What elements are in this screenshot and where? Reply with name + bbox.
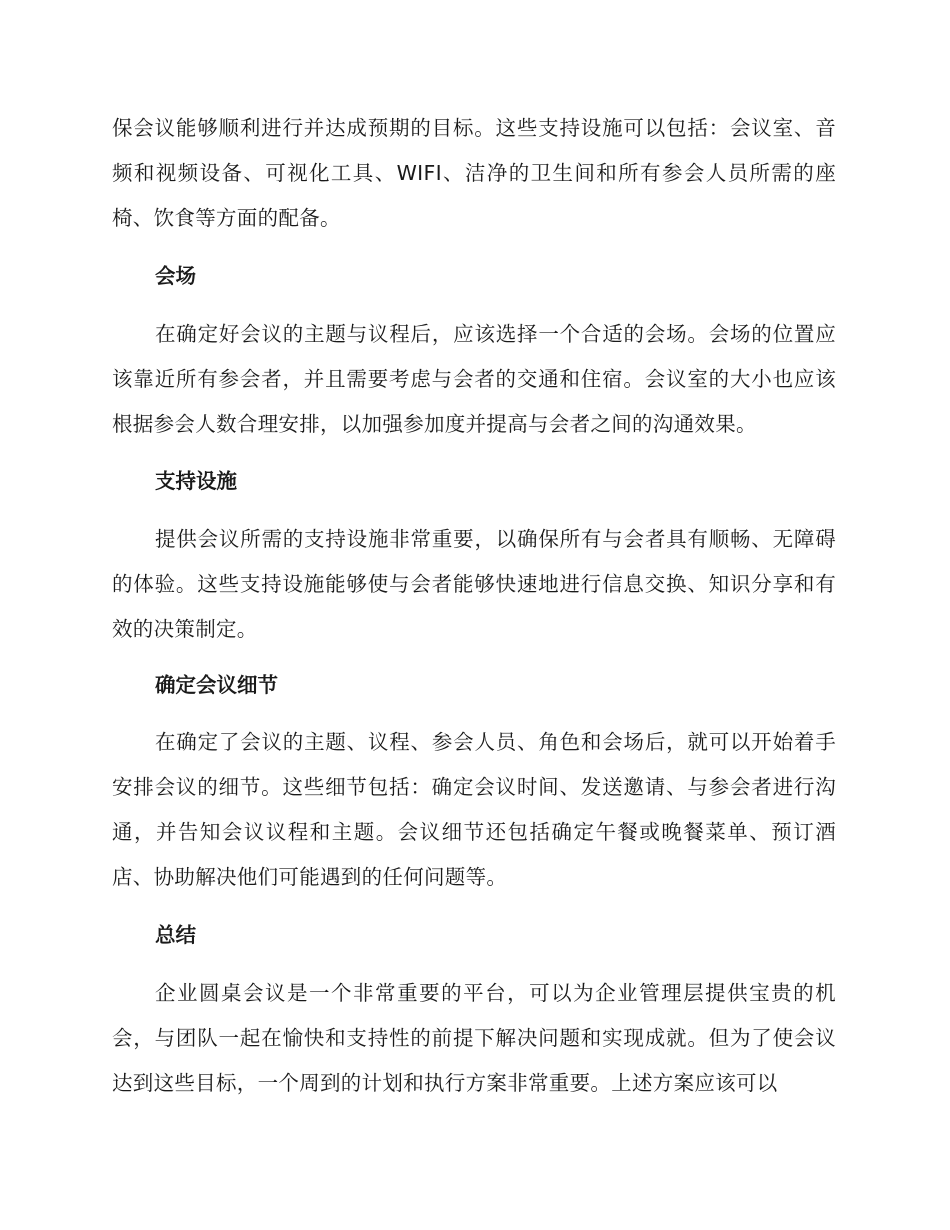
section-heading-venue: 会场 bbox=[155, 264, 196, 288]
section-heading-summary: 总结 bbox=[155, 923, 196, 947]
support-facilities-paragraph: 提供会议所需的支持设施非常重要，以确保所有与会者具有顺畅、无障碍的体验。这些支持设施能够使与会者能够快速地进行信息交换、知识分享和有效的决策制定。 bbox=[112, 527, 836, 641]
venue-paragraph: 在确定好会议的主题与议程后，应该选择一个合适的会场。会场的位置应该靠近所有参会者，并且需要考虑与会者的交通和住宿。会议室的大小也应该根据参会人数合理安排，以加强参加度并提高与会者之间的沟通效果。 bbox=[112, 322, 836, 436]
meeting-details-paragraph: 在确定了会议的主题、议程、参会人员、角色和会场后，就可以开始着手安排会议的细节。这些细节包括：确定会议时间、发送邀请、与参会者进行沟通，并告知会议议程和主题。会议细节还包括确定午餐或晚餐菜单、预订酒店、协助解决他们可能遇到的任何问题等。 bbox=[112, 730, 836, 889]
section-heading-meeting-details: 确定会议细节 bbox=[155, 673, 278, 697]
summary-paragraph: 企业圆桌会议是一个非常重要的平台，可以为企业管理层提供宝贵的机会，与团队一起在愉快和支持性的前提下解决问题和实现成就。但为了使会议达到这些目标，一个周到的计划和执行方案非常重要。上述方案应该可以 bbox=[112, 981, 836, 1095]
intro-paragraph-continuation: 保会议能够顺利进行并达成预期的目标。这些支持设施可以包括：会议室、音频和视频设备、可视化工具、WIFI、洁净的卫生间和所有参会人员所需的座椅、饮食等方面的配备。 bbox=[112, 116, 836, 230]
section-heading-support-facilities: 支持设施 bbox=[155, 469, 237, 493]
